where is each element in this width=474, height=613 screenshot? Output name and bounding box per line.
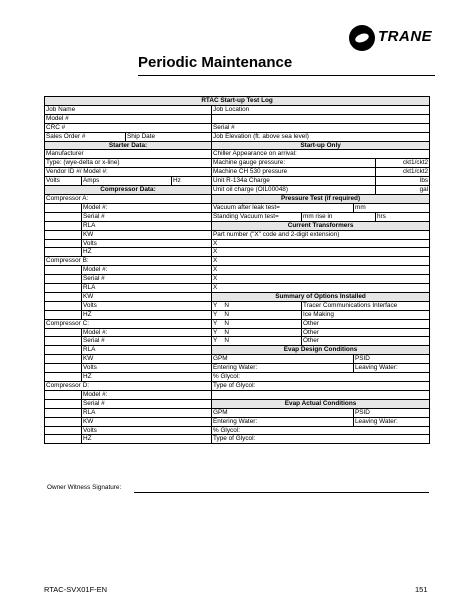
indent-cell bbox=[45, 408, 82, 417]
comp-b-hz-field[interactable]: HZ bbox=[82, 310, 212, 319]
comp-c-volts-field[interactable]: Volts bbox=[82, 364, 212, 373]
starter-data-header: Starter Data: bbox=[45, 141, 212, 150]
job-elevation-field[interactable]: Job Elevation (ft. above sea level) bbox=[212, 132, 430, 141]
actual-leaving-water-field[interactable]: Leaving Water: bbox=[354, 417, 430, 426]
other2-yn-toggle[interactable] bbox=[212, 328, 302, 337]
indent-cell bbox=[45, 275, 82, 284]
compressor-a-label: Compressor A: bbox=[45, 194, 212, 203]
startup-test-log-table bbox=[44, 96, 430, 444]
startup-only-header: Start-up Only bbox=[212, 141, 430, 150]
model-field[interactable]: Model # bbox=[45, 114, 212, 123]
actual-entering-water-field[interactable]: Entering Water: bbox=[212, 417, 354, 426]
design-glycol-field[interactable]: % Glycol: bbox=[212, 373, 430, 382]
indent-cell bbox=[45, 390, 82, 399]
comp-c-model-field[interactable]: Model #: bbox=[82, 328, 212, 337]
comp-c-serial-field[interactable]: Serial # bbox=[82, 337, 212, 346]
indent-cell bbox=[45, 292, 82, 301]
design-glycol-type-field[interactable]: Type of Glycol: bbox=[212, 382, 430, 391]
actual-glycol-type-field[interactable]: Type of Glycol: bbox=[212, 435, 430, 444]
comp-d-rla-field[interactable]: RLA bbox=[82, 408, 212, 417]
compressor-c-label: Compressor C: bbox=[45, 319, 212, 328]
actual-glycol-field[interactable]: % Glycol: bbox=[212, 426, 430, 435]
other3-yn-toggle[interactable] bbox=[212, 337, 302, 346]
actual-psid-field[interactable]: PSID bbox=[354, 408, 430, 417]
tracer-option-label: Tracer Communications Interface bbox=[302, 301, 430, 310]
comp-d-serial-field[interactable]: Serial # bbox=[82, 399, 212, 408]
design-leaving-water-field[interactable]: Leaving Water: bbox=[354, 364, 430, 373]
evap-actual-header: Evap Actual Conditions bbox=[212, 399, 430, 408]
indent-cell bbox=[45, 248, 82, 257]
ckt-label-2: ckt1/ckt2 bbox=[376, 168, 430, 177]
comp-d-kw-field[interactable]: KW bbox=[82, 417, 212, 426]
indent-cell bbox=[45, 310, 82, 319]
trane-logo bbox=[349, 22, 439, 58]
no-option[interactable]: N bbox=[224, 337, 229, 345]
indent-cell bbox=[45, 230, 82, 239]
compressor-b-label: Compressor B: bbox=[45, 257, 212, 266]
design-psid-field[interactable]: PSID bbox=[354, 355, 430, 364]
ct-x-field[interactable]: X bbox=[212, 275, 430, 284]
comp-a-kw-field[interactable]: KW bbox=[82, 230, 212, 239]
trane-logo-text: TRANE bbox=[378, 28, 433, 45]
comp-d-hz-field[interactable]: HZ bbox=[82, 435, 212, 444]
ice-making-option-label: Ice Making bbox=[302, 310, 430, 319]
no-option[interactable]: N bbox=[224, 310, 229, 318]
title-divider bbox=[138, 75, 435, 76]
starter-volts-field[interactable]: Volts bbox=[45, 177, 82, 186]
starter-hz-field[interactable]: Hz bbox=[172, 177, 212, 186]
serial-field[interactable]: Serial # bbox=[212, 123, 430, 132]
comp-d-volts-field[interactable]: Volts bbox=[82, 426, 212, 435]
comp-a-volts-field[interactable]: Volts bbox=[82, 239, 212, 248]
form-title: RTAC Start-up Test Log bbox=[45, 97, 430, 106]
ship-date-field[interactable]: Ship Date bbox=[126, 132, 212, 141]
yes-option[interactable]: Y bbox=[213, 301, 218, 309]
oil-charge-field[interactable]: Unit oil charge (OIL00048) bbox=[212, 186, 376, 195]
indent-cell bbox=[45, 221, 82, 230]
ct-x-field[interactable]: X bbox=[212, 239, 430, 248]
comp-a-model-field[interactable]: Model #: bbox=[82, 203, 212, 212]
yes-option[interactable]: Y bbox=[213, 319, 218, 327]
r134a-charge-field[interactable]: Unit R-134a Charge bbox=[212, 177, 376, 186]
other-option-label: Other bbox=[302, 319, 430, 328]
indent-cell bbox=[45, 346, 82, 355]
machine-gauge-field[interactable]: Machine gauge pressure: bbox=[212, 159, 376, 168]
comp-b-rla-field[interactable]: RLA bbox=[82, 284, 212, 293]
other-option-label: Other bbox=[302, 337, 430, 346]
starter-type-field[interactable]: Type: (wye-delta or x-line) bbox=[45, 159, 212, 168]
indent-cell bbox=[45, 212, 82, 221]
comp-a-serial-field[interactable]: Serial # bbox=[82, 212, 212, 221]
vendor-id-field[interactable]: Vendor ID #/ Model #: bbox=[45, 168, 212, 177]
vacuum-after-leak-field[interactable]: Vacuum after leak test= bbox=[212, 203, 354, 212]
owner-witness-signature-line[interactable] bbox=[134, 492, 429, 493]
comp-c-kw-field[interactable]: KW bbox=[82, 355, 212, 364]
evap-design-header: Evap Design Conditions bbox=[212, 346, 430, 355]
owner-witness-label: Owner Witness Signature: bbox=[47, 484, 122, 491]
mm-unit: mm bbox=[354, 203, 430, 212]
compressor-data-header: Compressor Data: bbox=[45, 186, 212, 195]
indent-cell bbox=[45, 239, 82, 248]
hrs-unit: hrs bbox=[376, 212, 430, 221]
indent-cell bbox=[45, 284, 82, 293]
tracer-yn-toggle[interactable] bbox=[212, 301, 302, 310]
comp-b-serial-field[interactable]: Serial # bbox=[82, 275, 212, 284]
footer-doc-id: RTAC-SVX01F-EN bbox=[44, 585, 108, 594]
comp-a-hz-field[interactable]: HZ bbox=[82, 248, 212, 257]
other1-yn-toggle[interactable] bbox=[212, 319, 302, 328]
ct-x-field[interactable]: X bbox=[212, 266, 430, 275]
comp-c-rla-field[interactable]: RLA bbox=[82, 346, 212, 355]
comp-d-model-field[interactable]: Model #: bbox=[82, 390, 212, 399]
part-number-label: Part number ("X" code and 2-digit extension) bbox=[212, 230, 430, 239]
indent-cell bbox=[45, 337, 82, 346]
yes-option[interactable]: Y bbox=[213, 337, 218, 345]
machine-ch530-field[interactable]: Machine CH 530 pressure bbox=[212, 168, 376, 177]
manufacturer-field[interactable]: Manufacturer bbox=[45, 150, 212, 159]
starter-amps-field[interactable]: Amps bbox=[82, 177, 172, 186]
chiller-appearance-field[interactable]: Chiller Appearance on arrival: bbox=[212, 150, 430, 159]
design-entering-water-field[interactable]: Entering Water: bbox=[212, 364, 354, 373]
standing-vacuum-field[interactable]: Standing Vacuum test= bbox=[212, 212, 302, 221]
indent-cell bbox=[45, 355, 82, 364]
crc-field[interactable]: CRC # bbox=[45, 123, 212, 132]
ckt-label-1: ckt1/ckt2 bbox=[376, 159, 430, 168]
indent-cell bbox=[45, 266, 82, 275]
gal-unit: gal bbox=[376, 186, 430, 195]
current-transformers-header: Current Transformers bbox=[212, 221, 430, 230]
comp-c-hz-field[interactable]: HZ bbox=[82, 373, 212, 382]
ct-x-field[interactable]: X bbox=[212, 257, 430, 266]
job-location-field[interactable]: Job Location bbox=[212, 105, 430, 114]
other-option-label: Other bbox=[302, 328, 430, 337]
sales-order-field[interactable]: Sales Order # bbox=[45, 132, 126, 141]
comp-b-model-field[interactable]: Model #: bbox=[82, 266, 212, 275]
summary-options-header: Summary of Options Installed bbox=[212, 292, 430, 301]
blank-field[interactable] bbox=[212, 114, 430, 123]
indent-cell bbox=[45, 417, 82, 426]
yes-option[interactable]: Y bbox=[213, 310, 218, 318]
indent-cell bbox=[45, 399, 82, 408]
lbs-unit: lbs bbox=[376, 177, 430, 186]
actual-gpm-field[interactable]: GPM bbox=[212, 408, 354, 417]
yes-option[interactable]: Y bbox=[213, 328, 218, 336]
trane-logo-mark-icon bbox=[349, 25, 375, 51]
indent-cell bbox=[45, 373, 82, 382]
ice-yn-toggle[interactable] bbox=[212, 310, 302, 319]
blank-field[interactable] bbox=[212, 390, 430, 399]
no-option[interactable]: N bbox=[224, 301, 229, 309]
ct-x-field[interactable]: X bbox=[212, 284, 430, 293]
no-option[interactable]: N bbox=[224, 328, 229, 336]
no-option[interactable]: N bbox=[224, 319, 229, 327]
design-gpm-field[interactable]: GPM bbox=[212, 355, 354, 364]
job-name-field[interactable]: Job Name bbox=[45, 105, 212, 114]
indent-cell bbox=[45, 301, 82, 310]
footer-page-number: 151 bbox=[415, 585, 428, 594]
indent-cell bbox=[45, 364, 82, 373]
mm-rise-label: mm rise in bbox=[302, 212, 376, 221]
pressure-test-header: Pressure Test (if required) bbox=[212, 194, 430, 203]
indent-cell bbox=[45, 426, 82, 435]
comp-b-volts-field[interactable]: Volts bbox=[82, 301, 212, 310]
comp-a-rla-field[interactable]: RLA bbox=[82, 221, 212, 230]
compressor-d-label: Compressor D: bbox=[45, 382, 212, 391]
comp-b-kw-field[interactable]: KW bbox=[82, 292, 212, 301]
ct-x-field[interactable]: X bbox=[212, 248, 430, 257]
indent-cell bbox=[45, 203, 82, 212]
indent-cell bbox=[45, 328, 82, 337]
page-title: Periodic Maintenance bbox=[138, 54, 293, 71]
indent-cell bbox=[45, 435, 82, 444]
